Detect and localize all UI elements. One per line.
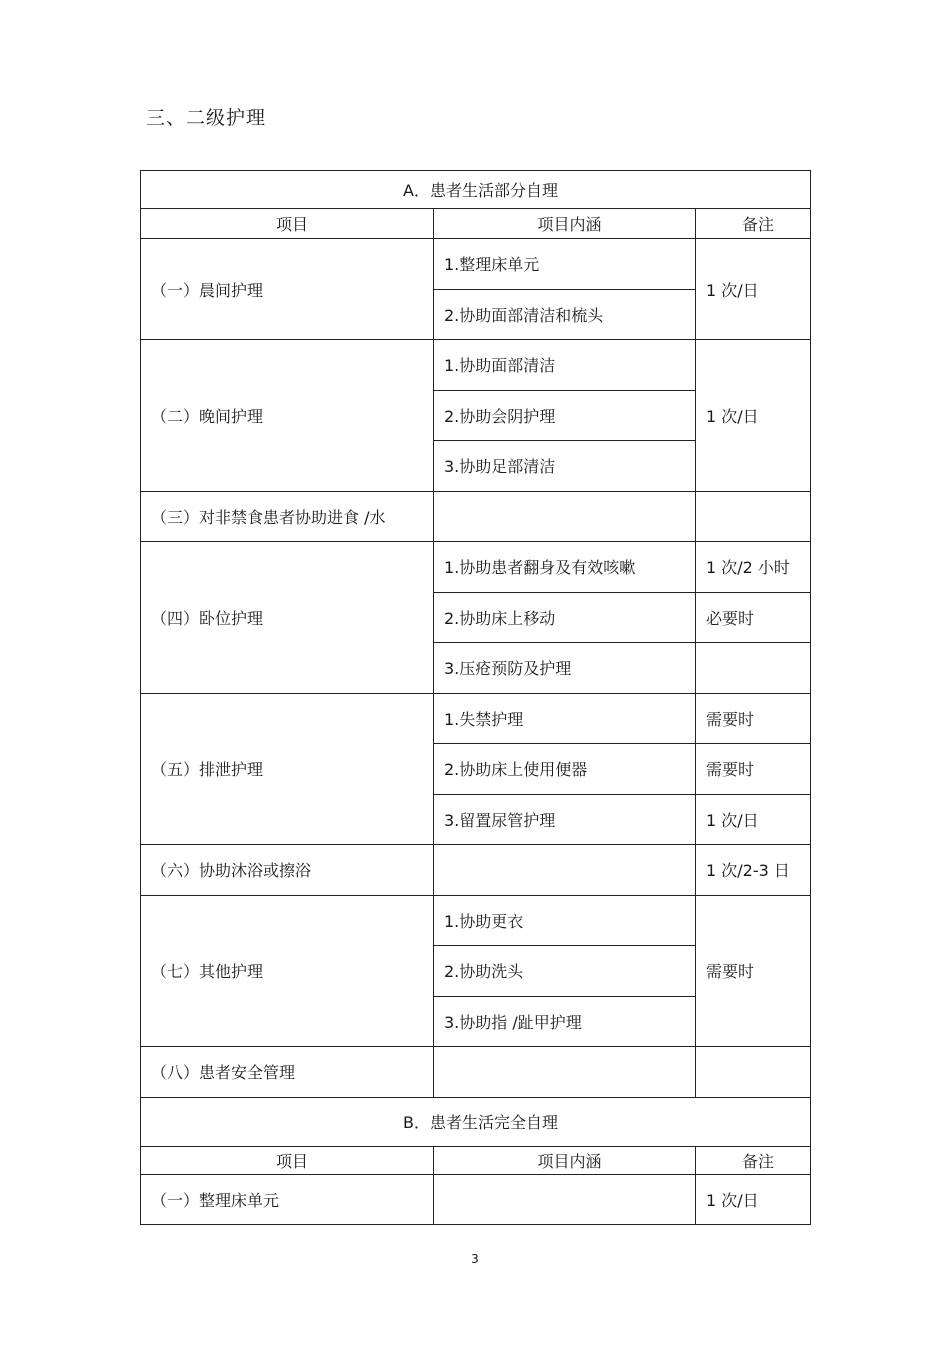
content-cell: 1.整理床单元 <box>434 239 696 290</box>
content-cell: 2.协助洗头 <box>434 946 696 997</box>
table-row <box>141 239 811 290</box>
page-number: 3 <box>471 1252 479 1266</box>
content-cell: 1.协助患者翻身及有效咳嗽 <box>434 542 696 593</box>
note-cell: 1 次/日 <box>696 1174 811 1224</box>
note-cell: 1 次/日 <box>696 239 811 340</box>
section-b-title-row <box>141 1097 811 1146</box>
item-cell: （三）对非禁食患者协助进食 /水 <box>141 491 434 542</box>
section-a-header-row <box>141 209 811 239</box>
item-cell: （一）晨间护理 <box>141 239 434 340</box>
content-cell: 1.协助面部清洁 <box>434 340 696 391</box>
content-cell: 3.协助足部清洁 <box>434 441 696 492</box>
content-cell: 1.协助更衣 <box>434 895 696 946</box>
note-cell: 需要时 <box>696 895 811 1047</box>
content-cell: 3.压疮预防及护理 <box>434 643 696 694</box>
item-cell: （六）协助沐浴或擦浴 <box>141 845 434 896</box>
table-row <box>141 1047 811 1098</box>
item-cell: （五）排泄护理 <box>141 693 434 845</box>
content-cell <box>434 845 696 896</box>
note-cell <box>696 643 811 694</box>
note-cell: 1 次/日 <box>696 340 811 492</box>
content-cell: 1.失禁护理 <box>434 693 696 744</box>
note-cell: 必要时 <box>696 592 811 643</box>
content-cell: 2.协助会阴护理 <box>434 390 696 441</box>
section-b-title: B．患者生活完全自理 <box>141 1097 811 1146</box>
page-heading: 三、二级护理 <box>146 107 267 129</box>
note-cell <box>696 1047 811 1098</box>
table-row <box>141 845 811 896</box>
note-cell: 1 次/日 <box>696 794 811 845</box>
header-note: 备注 <box>696 209 811 239</box>
note-cell: 1 次/2 小时 <box>696 542 811 593</box>
table-row <box>141 895 811 946</box>
item-cell: （七）其他护理 <box>141 895 434 1047</box>
note-cell: 需要时 <box>696 744 811 795</box>
item-cell: （二）晚间护理 <box>141 340 434 492</box>
item-cell: （四）卧位护理 <box>141 542 434 694</box>
content-cell <box>434 491 696 542</box>
content-cell <box>434 1047 696 1098</box>
nursing-care-table <box>140 170 811 1225</box>
note-cell <box>696 491 811 542</box>
table-row <box>141 1174 811 1224</box>
content-cell: 2.协助床上移动 <box>434 592 696 643</box>
content-cell <box>434 1174 696 1224</box>
table-row <box>141 542 811 593</box>
header-note: 备注 <box>696 1146 811 1174</box>
content-cell: 3.留置尿管护理 <box>434 794 696 845</box>
header-item: 项目 <box>141 1146 434 1174</box>
content-cell: 3.协助指 /趾甲护理 <box>434 996 696 1047</box>
header-content: 项目内涵 <box>434 209 696 239</box>
section-a-title-row <box>141 171 811 209</box>
content-cell: 2.协助面部清洁和梳头 <box>434 289 696 340</box>
item-cell: （一）整理床单元 <box>141 1174 434 1224</box>
item-cell: （八）患者安全管理 <box>141 1047 434 1098</box>
section-b-header-row <box>141 1146 811 1174</box>
section-a-title: A．患者生活部分自理 <box>141 171 811 209</box>
table-row <box>141 340 811 391</box>
note-cell: 需要时 <box>696 693 811 744</box>
header-content: 项目内涵 <box>434 1146 696 1174</box>
header-item: 项目 <box>141 209 434 239</box>
table-row <box>141 491 811 542</box>
table-row <box>141 693 811 744</box>
note-cell: 1 次/2-3 日 <box>696 845 811 896</box>
content-cell: 2.协助床上使用便器 <box>434 744 696 795</box>
